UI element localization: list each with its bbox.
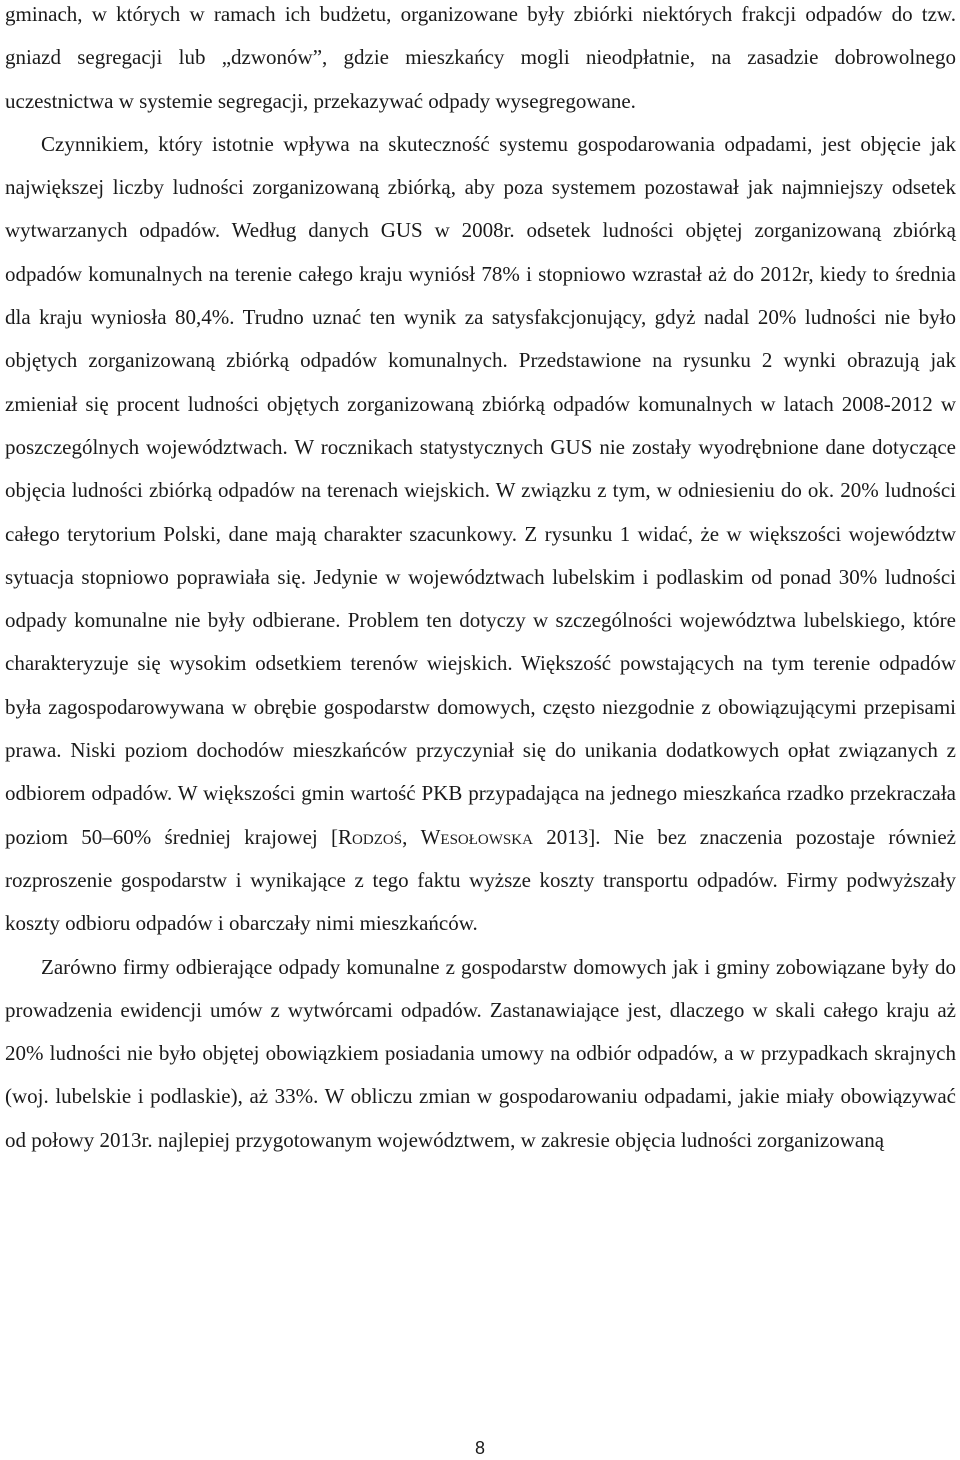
page-number: 8	[474, 1438, 485, 1458]
body-text	[5, 0, 956, 1162]
paragraph-3: Zarówno firmy odbierające odpady komunalne z gospodarstw domowych jak i gminy zobowiązane były do prowadzenia ewidencji umów z wytwórcami odpadów. Zastanawiające jest, dlaczego w skali całego kraju aż 20% ludności nie było objętej obowiązkiem posiadania umowy na odbiór odpadów, a w przypadkach skrajnych (woj. lubelskie i podlaskie), aż 33%. W obliczu zmian w gospodarowaniu odpadami, jakie miały obowiązywać od połowy 2013r. najlepiej przygotowanym województwem, w zakresie objęcia ludności zorganizowaną	[5, 954, 956, 1152]
paragraph-2-text: Czynnikiem, który istotnie wpływa na skuteczność systemu gospodarowania odpadami, jest objęcie jak największej liczby ludności zorganizowaną zbiórką, aby poza systemem pozostawał jak najmniejszy odsetek wytwarzanych odpadów. Według danych GUS w 2008r. odsetek ludności objętej zorganizowaną zbiórką odpadów komunalnych na terenie całego kraju wyniósł 78% i stopniowo wzrastał aż do 2012r, kiedy to średnia dla kraju wyniosła 80,4%. Trudno uznać ten wynik za satysfakcjonujący, gdyż nadal 20% ludności nie było objętych zorganizowaną zbiórką odpadów komunalnych. Przedstawione na rysunku 2 wynki obrazują jak zmieniał się procent ludności objętych zorganizowaną zbiórką odpadów komunalnych w latach 2008-2012 w poszczególnych województwach. W rocznikach statystycznych GUS nie zostały wyodrębnione dane dotyczące objęcia ludności zbiórką odpadów na terenach wiejskich. W związku z tym, w odniesieniu do ok. 20% ludności całego terytorium Polski, dane mają charakter szacunkowy. Z rysunku 1 widać, że w większości województw sytuacja stopniowo poprawiała się. Jedynie w województwach lubelskim i podlaskim od ponad 30% ludności odpady komunalne nie były odbierane. Problem ten dotyczy w szczególności województwa lubelskiego, które charakteryzuje się wysokim odsetkiem terenów wiejskich. Większość powstających na tym terenie odpadów była zagospodarowywana w obrębie gospodarstw domowych, często niezgodnie z obowiązującymi przepisami prawa. Niski poziom dochodów mieszkańców przyczyniał się do unikania dodatkowych opłat związanych z odbiorem odpadów. W większości gmin wartość PKB przypadająca na jednego mieszkańca rzadko przekraczała poziom 50–60% średniej krajowej	[5, 131, 956, 849]
citation-open: [	[331, 824, 339, 849]
citation-year: 2013]	[532, 824, 596, 849]
paragraph-1: gminach, w których w ramach ich budżetu, organizowane były zbiórki niektórych frakcji odpadów do tzw. gniazd segregacji lub „dzwonów”, gdzie mieszkańcy mogli nieodpłatnie, na zasadzie dobrowolnego uczestnictwa w systemie segregacji, przekazywać odpady wysegregowane.	[5, 2, 956, 113]
citation-separator: ,	[402, 824, 421, 849]
paragraph-2	[5, 123, 956, 946]
paragraph-2-continuation: . Nie bez znaczenia pozostaje również rozproszenie gospodarstw i wynikające z tego faktu wyższe koszty transportu odpadów. Firmy podwyższały koszty odbioru odpadów i obarczały nimi mieszkańców.	[5, 824, 956, 936]
citation-author-2: Wesołowska	[420, 824, 533, 849]
citation-author-1: Rodzoś	[338, 824, 403, 849]
